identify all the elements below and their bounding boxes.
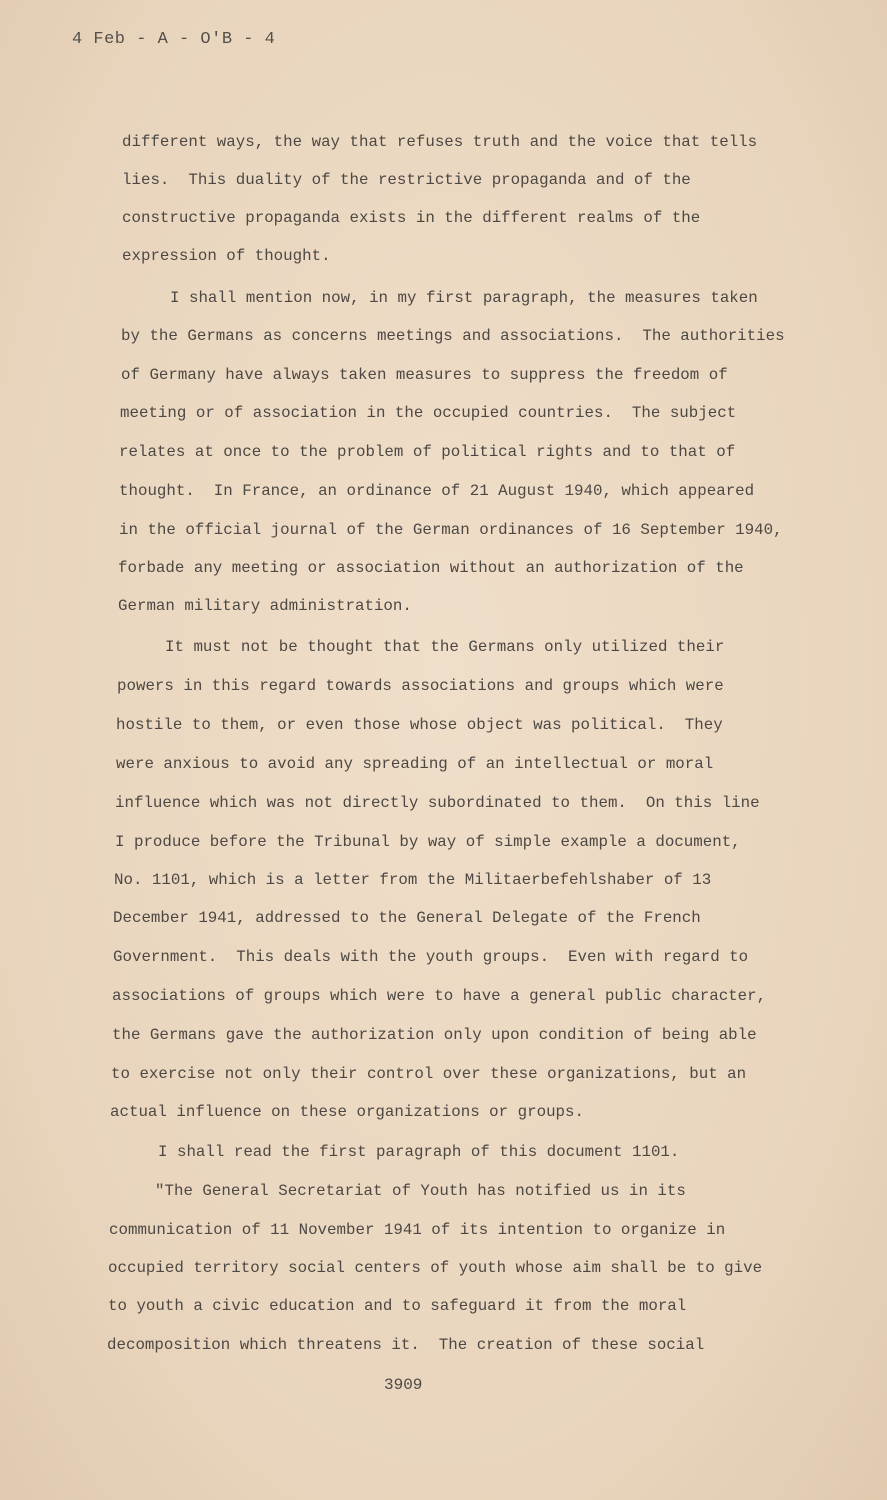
text-line: occupied territory social centers of youth whose aim shall be to give xyxy=(108,1259,763,1277)
text-line: thought. In France, an ordinance of 21 August 1940, which appeared xyxy=(119,482,755,500)
text-line: the Germans gave the authorization only upon condition of being able xyxy=(112,1026,757,1044)
text-line: December 1941, addressed to the General Delegate of the French xyxy=(113,909,701,927)
text-line: in the official journal of the German ordinances of 16 September 1940, xyxy=(119,521,783,539)
text-line: It must not be thought that the Germans only utilized their xyxy=(165,638,725,656)
text-line: associations of groups which were to have a general public character, xyxy=(112,987,767,1005)
text-line: communication of 11 November 1941 of its intention to organize in xyxy=(109,1221,726,1239)
text-line: lies. This duality of the restrictive propaganda and of the xyxy=(122,171,691,189)
text-line: were anxious to avoid any spreading of an intellectual or moral xyxy=(116,755,714,773)
text-line: actual influence on these organizations or groups. xyxy=(110,1103,584,1121)
page-header: 4 Feb - A - O'B - 4 xyxy=(72,30,276,49)
text-line: I produce before the Tribunal by way of simple example a document, xyxy=(115,833,741,851)
text-line: expression of thought. xyxy=(122,247,331,265)
text-line: different ways, the way that refuses truth and the voice that tells xyxy=(122,133,758,151)
page-number: 3909 xyxy=(384,1376,423,1394)
text-line: relates at once to the problem of political rights and to that of xyxy=(119,443,736,461)
text-line: by the Germans as concerns meetings and associations. The authorities xyxy=(121,327,785,345)
text-line: No. 1101, which is a letter from the Militaerbefehlshaber of 13 xyxy=(114,871,712,889)
text-line: I shall mention now, in my first paragraph, the measures taken xyxy=(170,289,758,307)
text-line: "The General Secretariat of Youth has notified us in its xyxy=(155,1182,686,1200)
text-line: I shall read the first paragraph of this document 1101. xyxy=(158,1143,680,1161)
text-line: German military administration. xyxy=(118,597,412,615)
text-line: hostile to them, or even those whose object was political. They xyxy=(116,716,723,734)
text-line: constructive propaganda exists in the different realms of the xyxy=(122,209,701,227)
text-line: forbade any meeting or association without an authorization of the xyxy=(118,559,744,577)
text-line: influence which was not directly subordinated to them. On this line xyxy=(115,794,760,812)
text-line: meeting or of association in the occupied countries. The subject xyxy=(120,404,737,422)
text-line: to youth a civic education and to safeguard it from the moral xyxy=(108,1297,687,1315)
text-line: of Germany have always taken measures to suppress the freedom of xyxy=(121,366,728,384)
text-line: Government. This deals with the youth groups. Even with regard to xyxy=(113,948,749,966)
text-line: to exercise not only their control over these organizations, but an xyxy=(111,1065,747,1083)
text-line: decomposition which threatens it. The creation of these social xyxy=(107,1336,705,1354)
text-line: powers in this regard towards associations and groups which were xyxy=(117,677,724,695)
